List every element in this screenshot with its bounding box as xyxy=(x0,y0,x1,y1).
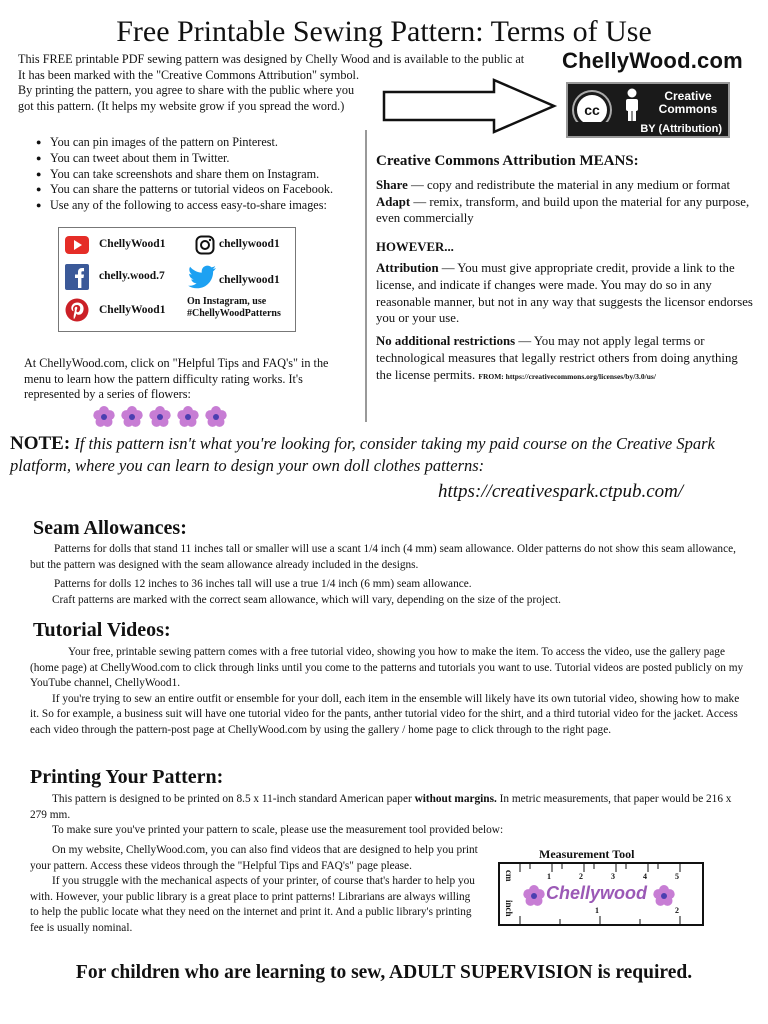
cm-tick-label: 1 xyxy=(547,872,551,881)
tutorial-videos-body xyxy=(30,645,745,739)
note-line: On Instagram, use xyxy=(187,296,267,307)
seam-allowances-body xyxy=(30,542,745,608)
paragraph: Patterns for dolls 12 inches to 36 inches tall will use a true 1/4 inch (6 mm) seam allowance. xyxy=(54,578,472,591)
paragraph xyxy=(30,792,745,823)
term: Attribution xyxy=(376,260,439,275)
note-section xyxy=(10,433,760,477)
cc-means-heading: Creative Commons Attribution MEANS: xyxy=(376,153,639,169)
however-heading: HOWEVER... xyxy=(376,240,454,255)
social-links-box xyxy=(58,227,296,332)
note-label: NOTE: xyxy=(10,433,71,454)
pinterest-icon[interactable] xyxy=(65,298,89,322)
paragraph: If you're trying to sew an entire outfit or ensemble for your doll, each item in the ensemble will likely have its own tutorial video, showing how to make it. So for example, a business suit will have one tutorial video for the pants, anther tutorial video for the shirt, and a third tutorial video for the jacket. Access each video through the pattern-post page at ChellyWood.com by using the gallery / home page to click through to the right page. xyxy=(30,692,740,736)
flower-icon xyxy=(149,406,170,427)
term: No additional restrictions xyxy=(376,334,516,349)
twitter-handle[interactable]: chellywood1 xyxy=(219,274,280,286)
attribution-person-icon xyxy=(620,88,644,122)
twitter-bird-icon[interactable] xyxy=(187,264,217,290)
cm-label: cm xyxy=(504,870,514,882)
share-definition xyxy=(376,177,756,194)
instagram-handle[interactable]: chellywood1 xyxy=(219,238,280,250)
adapt-definition xyxy=(376,194,756,228)
definition: — You must give appropriate credit, provide a link to the license, and indicate if changes were made. You may do so in any reasonable manner, but not in any way that suggests the licensor endorses you or your use. xyxy=(376,260,753,326)
instagram-hashtag-note xyxy=(187,296,281,320)
paragraph: Your free, printable sewing pattern comes with a free tutorial video, showing you how to make the item. To access the video, use the gallery page (home page) at ChellyWood.com to click through links until you come to the patterns and tutorials you want to use. Tutorial videos are posted publicly on my YouTube channel, ChellyWood1. xyxy=(30,646,744,690)
attribution-definition xyxy=(376,260,756,327)
measurement-tool xyxy=(498,862,704,926)
ruler-logo: Chellywood xyxy=(546,883,648,903)
printing-heading: Printing Your Pattern: xyxy=(30,766,224,788)
term: Share xyxy=(376,177,408,192)
cm-tick-label: 3 xyxy=(611,872,615,881)
cc-by-text: BY (Attribution) xyxy=(640,123,722,135)
text-line: menu to learn how the pattern difficulty rating works. It's xyxy=(24,371,303,386)
paragraph: To make sure you've printed your pattern to scale, please use the measurement tool provided below: xyxy=(52,824,504,837)
flower-icon xyxy=(177,406,198,427)
intro-line: got this pattern. (It helps my website grow if you spread the word.) xyxy=(18,98,345,113)
paragraph: On my website, ChellyWood.com, you can also find videos that are designed to help you print your pattern. Access these videos through the "Helpful Tips and FAQ's" page please. xyxy=(30,844,478,872)
course-link[interactable]: https://creativespark.ctpub.com/ xyxy=(438,481,684,502)
paragraph: Patterns for dolls that stand 11 inches tall or smaller will use a scant 1/4 inch (4 mm) seam allowance. Older patterns do not show this seam allowance, but the pattern was designed with the seam allowance already included in the designs. xyxy=(30,543,736,571)
cc-label-line: Commons xyxy=(658,102,718,116)
cm-tick-label: 5 xyxy=(675,872,679,881)
list-item: ● You can pin images of the pattern on Pinterest. xyxy=(38,135,368,151)
difficulty-flowers xyxy=(92,405,232,429)
list-item: ● You can tweet about them in Twitter. xyxy=(38,151,368,167)
cm-tick-label: 4 xyxy=(643,872,647,881)
printing-body-more xyxy=(30,843,480,937)
source-link[interactable]: FROM: https://creativecommons.org/licenses/by/3.0/us/ xyxy=(478,371,656,381)
cc-means-section xyxy=(376,153,756,386)
facebook-icon[interactable] xyxy=(65,264,89,290)
seam-allowances-heading: Seam Allowances: xyxy=(33,517,187,539)
sharing-bullets xyxy=(38,135,368,214)
paragraph: Craft patterns are marked with the correct seam allowance, which will vary, depending on the size of the project. xyxy=(52,593,561,606)
flower-icon xyxy=(93,406,114,427)
definition: — copy and redistribute the material in any medium or format xyxy=(407,177,731,192)
list-item: ● You can take screenshots and share them on Instagram. xyxy=(38,167,368,183)
youtube-handle[interactable]: ChellyWood1 xyxy=(99,238,166,250)
cc-logo-icon: cc xyxy=(574,92,610,128)
flower-icon xyxy=(121,406,142,427)
note-text: If this pattern isn't what you're looking for, consider taking my paid course on the Creative Spark platform, where you can learn to design your own doll clothes patterns: xyxy=(10,434,715,475)
note-line: #ChellyWoodPatterns xyxy=(187,308,281,319)
text-run: In metric measurements, that paper would be 216 x 279 mm. xyxy=(30,793,732,821)
cm-tick-label: 2 xyxy=(579,872,583,881)
restrictions-definition xyxy=(376,333,756,385)
inch-label: inch xyxy=(504,900,514,917)
facebook-handle[interactable]: chelly.wood.7 xyxy=(99,270,165,282)
text-run-bold: without margins. xyxy=(414,793,497,805)
term: Adapt xyxy=(376,194,411,209)
difficulty-rating-text xyxy=(24,356,359,403)
definition: — You may not apply legal terms or technological measures that legally restrict others from doing anything the license permits. xyxy=(376,334,738,382)
flower-icon xyxy=(205,406,226,427)
printing-body xyxy=(30,792,745,839)
youtube-icon[interactable] xyxy=(65,236,89,254)
instagram-icon[interactable] xyxy=(195,235,215,255)
definition: — remix, transform, and build upon the material for any purpose, even commercially xyxy=(376,194,750,226)
cc-label xyxy=(652,90,724,116)
inch-tick-label: 1 xyxy=(595,906,599,915)
paragraph: If you struggle with the mechanical aspects of your printer, of course that's harder to help you with. However, your public library is a great place to print patterns! Librarians are always willing to help the public locate what they need on the internet and print it. And a public library's printing fee is usually nominal. xyxy=(30,875,475,934)
text-line: represented by a series of flowers: xyxy=(24,387,191,401)
list-item: ● Use any of the following to access easy-to-share images: xyxy=(38,198,368,214)
intro-line: By printing the pattern, you agree to share with the public where you xyxy=(18,83,355,97)
creative-commons-badge xyxy=(566,82,730,138)
measurement-tool-label: Measurement Tool xyxy=(539,847,635,861)
spacer xyxy=(376,227,756,239)
text-line: At ChellyWood.com, click on "Helpful Tips and FAQ's" in the xyxy=(24,356,329,370)
pinterest-handle[interactable]: ChellyWood1 xyxy=(99,304,166,316)
list-item: ● You can share the patterns or tutorial videos on Facebook. xyxy=(38,182,368,198)
cc-by-label xyxy=(568,122,728,136)
supervision-notice: For children who are learning to sew, ADULT SUPERVISION is required. xyxy=(75,962,693,983)
cc-label-line: Creative xyxy=(664,89,712,103)
right-arrow-icon xyxy=(382,78,560,134)
brand-name: ChellyWood.com xyxy=(562,48,743,73)
text-run: This pattern is designed to be printed on 8.5 x 11-inch standard American paper xyxy=(52,793,415,805)
intro-line: This FREE printable PDF sewing pattern was designed by Chelly Wood and is available to the public at xyxy=(18,52,525,66)
tutorial-videos-heading: Tutorial Videos: xyxy=(33,619,171,641)
inch-tick-label: 2 xyxy=(675,906,679,915)
page-title: Free Printable Sewing Pattern: Terms of Use xyxy=(116,15,652,48)
intro-line: It has been marked with the "Creative Commons Attribution" symbol. xyxy=(18,67,359,82)
